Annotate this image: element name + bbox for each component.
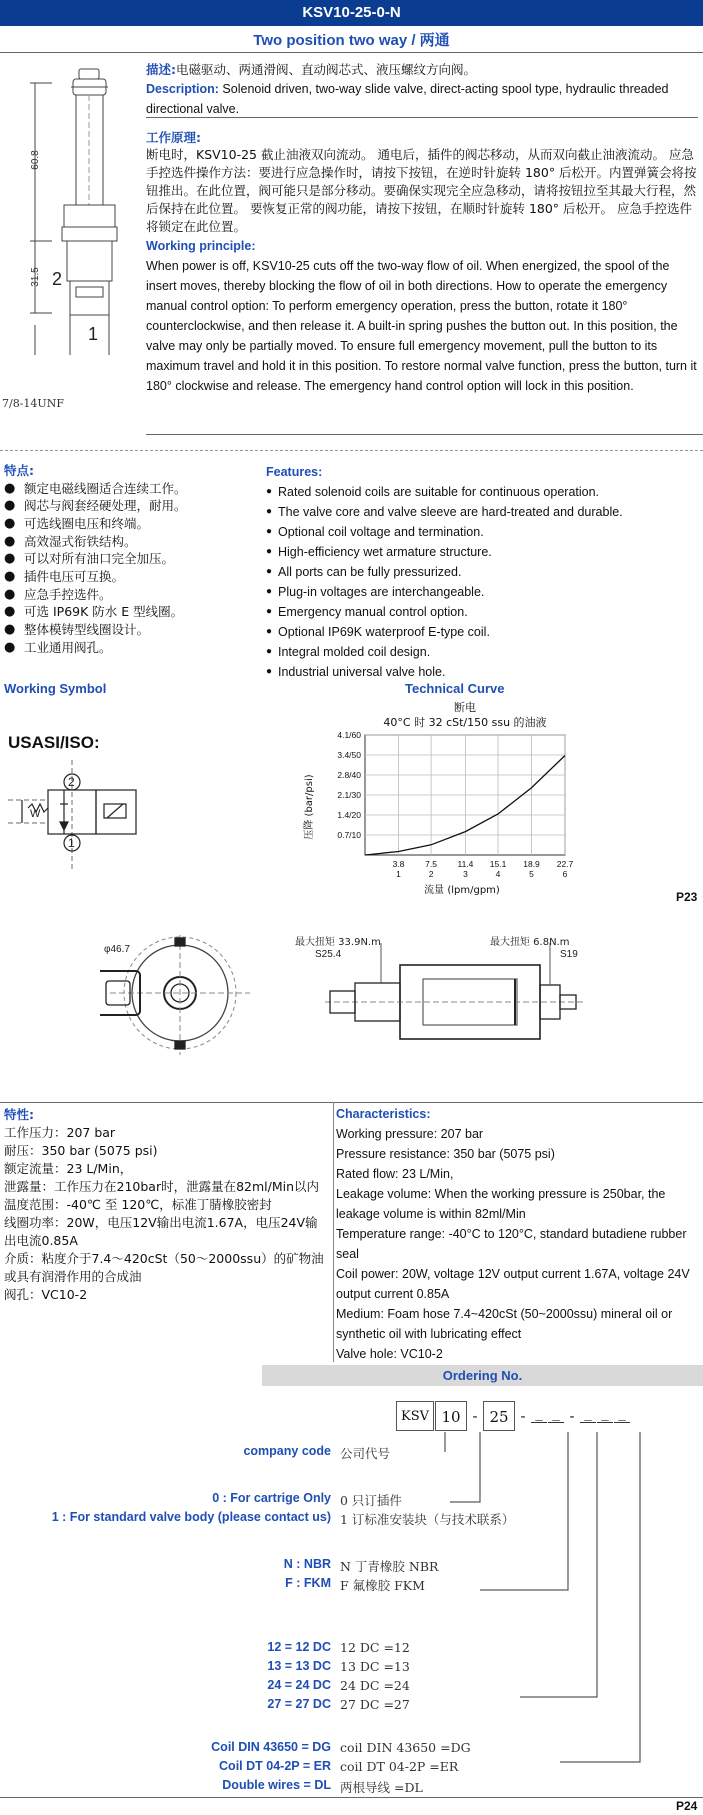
pressure-drop-curve [365,756,565,856]
code-segment: 25 [483,1401,515,1431]
code-segment: _ [614,1401,630,1423]
feature-cn-item: ● 工业通用阀孔。 [4,639,259,657]
code-segment: _ [548,1401,564,1423]
model-title: KSV10-25-0-N [0,0,703,26]
chart-xtick-lpm: 7.5 [425,859,437,869]
symbol-coil-label: W [30,808,41,820]
feature-en-item: ● Emergency manual control option. [266,602,703,622]
coil-diameter-label: φ46.7 [104,944,130,955]
ordering-option-label: company code [243,1444,331,1458]
feature-en-item: ● Rated solenoid coils are suitable for continuous operation. [266,482,703,502]
wrench-1-label: S25.4 [315,949,342,960]
chart-xtick-gpm: 1 [396,869,401,879]
spec-en-line: Medium: Foam hose 7.4~420cSt (50~2000ssu) mineral oil or synthetic oil with lubricating effect [336,1307,673,1341]
feature-cn-item: ● 可以对所有油口完全加压。 [4,550,259,568]
ordering-option-label: Coil DT 04-2P = ER [219,1759,331,1773]
feature-cn-item: ● 高效湿式衔铁结构。 [4,533,259,551]
specs-cn [4,1106,329,1304]
feature-cn-item: ● 额定电磁线圈适合连续工作。 [4,480,259,498]
principle-cn-title: 工作原理: [146,129,201,145]
chart-ylabel: 压降 (bar/psi) [304,774,315,840]
ordering-option-label: 12 = 12 DC [267,1640,331,1654]
spec-en-line: Valve hole: VC10-2 [336,1347,443,1361]
ordering-option-label: 27 = 27 DC [267,1697,331,1711]
code-segment: - [569,1407,575,1425]
chart-xtick-gpm: 6 [562,869,568,879]
ordering-title: Ordering No. [262,1365,703,1386]
ordering-option-label: N : NBR [283,1557,331,1571]
feature-cn-item: ● 应急手控选件。 [4,586,259,604]
chart-xtick-gpm: 4 [495,869,501,879]
code-segment: 10 [435,1401,467,1431]
symbol-port-1: 1 [68,836,75,850]
ordering-option-label: 1 : For standard valve body (please contact us) [51,1510,331,1524]
symbol-standard: USASI/ISO: [8,733,100,752]
ordering-option-cn: coil DT 04-2P =ER [340,1759,459,1774]
features-en [266,462,703,682]
ordering-option-cn: 0 只订插件 [340,1493,402,1508]
dim-60-label: 60.8 [30,150,41,170]
features-cn [4,462,259,657]
ordering-option-cn: 1 订标准安装块（与技术联系） [340,1512,515,1527]
spec-cn-line: 工作压力：207 bar [4,1124,116,1140]
spec-cn-line: 温度范围：-40℃ 至 120℃，标准丁腈橡胶密封 [4,1196,272,1212]
code-segment: _ [597,1401,613,1423]
technical-curve-title: Technical Curve [405,681,505,696]
chart-subtitle: 40°C 时 32 cSt/150 ssu 的油液 [383,716,547,729]
feature-en-item: ● High-efficiency wet armature structure. [266,542,703,562]
ordering-option-label: 0 : For cartrige Only [212,1491,331,1505]
ordering-option-cn: 27 DC =27 [340,1697,410,1712]
feature-cn-item: ● 可选线圈电压和终端。 [4,515,259,533]
chart-ytick-label: 4.1/60 [337,730,361,740]
spec-en-line: Pressure resistance: 350 bar (5075 psi) [336,1147,555,1161]
code-segment: _ [531,1401,547,1423]
description-cn: 描述:电磁驱动、两通滑阀、直动阀芯式、液压螺纹方向阀。 [146,62,477,77]
thread-label: 7/8-14UNF [2,397,64,410]
specs-cn-lines [4,1124,329,1304]
chart-title: 断电 [454,701,476,714]
principle-en: When power is off, KSV10-25 cuts off the two-way flow of oil. When energized, the spool of the insert moves, thereby blocking the flow of oil in both directions. How to operate the emergency manual control option: To perform emergency operation, press the button, rotate it 180° counterclockwise, and then release it. A built-in spring pushes the button out. In this position, the valve may only be partially moved. To ensure full emergency movement, pull the button to its maximum travel and hold it in this position. To restore normal valve function, press the button, turn it 180° clockwise and release. The emergency hand control option will lock in this position. [146,259,697,393]
torque-1-label: 最大扭矩 33.9N.m [295,937,381,948]
code-segment: - [472,1407,478,1425]
chart-xtick-gpm: 5 [529,869,534,879]
subtitle: Two position two way / 两通 [253,32,450,49]
feature-cn-item: ● 整体模铸型线圈设计。 [4,621,259,639]
page-number-23: P23 [676,890,698,904]
chart-xtick-lpm: 22.7 [556,859,574,869]
code-segment: KSV [396,1401,434,1431]
ordering-option-label: Coil DIN 43650 = DG [211,1740,331,1754]
spec-en-line: Temperature range: -40°C to 120°C, standard butadiene rubber seal [336,1227,687,1261]
features-en-list [266,482,703,682]
coil-side-view [285,935,615,1075]
ordering-option-label: Double wires = DL [222,1778,331,1792]
chart-xtick-gpm: 3 [463,869,468,879]
specs-en-title: Characteristics: [336,1107,431,1121]
chart-xlabel: 流量 (lpm/gpm) [424,885,500,896]
feature-en-item: ● Optional IP69K waterproof E-type coil. [266,622,703,642]
spec-cn-line: 介质：粘度介于7.4～420cSt（50～2000ssu）的矿物油或具有润滑作用的合成油 [4,1250,324,1284]
ordering-option-cn: F 氟橡胶 FKM [340,1578,425,1593]
feature-en-item: ● Industrial universal valve hole. [266,662,703,682]
ordering-option-cn: 两根导线 =DL [340,1780,423,1795]
features-cn-title: 特点: [4,463,34,478]
dim-31-label: 31.5 [30,267,41,287]
valve-drawing [0,55,140,430]
chart-xtick-lpm: 18.9 [523,859,540,869]
principle-en-title: Working principle: [146,239,256,253]
feature-en-item: ● Plug-in voltages are interchangeable. [266,582,703,602]
chart-xtick-lpm: 3.8 [392,859,405,869]
spec-cn-line: 线圈功率：20W，电压12V输出电流1.67A，电压24V输出电流0.85A [4,1214,318,1248]
feature-en-item: ● All ports can be fully pressurized. [266,562,703,582]
coil-top-view [100,935,260,1075]
page-number-24: P24 [676,1799,698,1813]
chart-xtick-lpm: 11.4 [457,859,474,869]
feature-en-item: ● The valve core and valve sleeve are hard-treated and durable. [266,502,703,522]
technical-curve-chart [300,697,600,897]
ordering-option-cn: 12 DC =12 [340,1640,410,1655]
spec-en-line: Coil power: 20W, voltage 12V output current 1.67A, voltage 24V output current 0.85A [336,1267,690,1301]
description-en: Description: Solenoid driven, two-way slide valve, direct-acting spool type, hydraulic threaded directional valve. [146,81,669,116]
chart-xtick-lpm: 15.1 [489,859,507,869]
principle-cn: 断电时，KSV10-25 截止油液双向流动。 通电后，插件的阀芯移动，从而双向截止油液流动。 应急手控选件操作方法：要进行应急操作时，请按下按钮，在逆时针旋转 180° 后松开。内置弹簧会将按钮推出。在此位置，阀可能只是部分移动。要确保实现完全应急移动，请将按钮拉至其最大行程，然后保持在此位置。 要恢复正常的阀功能，请按下按钮，在顺时针旋转 180° 后松开。 应急手控选件将锁定在此位置。 [146,147,697,234]
feature-en-item: ● Optional coil voltage and termination. [266,522,703,542]
spec-cn-line: 耐压：350 bar (5075 psi) [4,1142,158,1158]
ordering-option-cn: 公司代号 [340,1446,391,1461]
working-symbol-title: Working Symbol [4,681,107,696]
ordering-option-cn: 24 DC =24 [340,1678,410,1693]
divider [0,52,703,53]
ordering-leader-lines [330,1432,670,1777]
spec-cn-line: 泄露量：工作压力在210bar时，泄露量在82ml/Min以内 [4,1178,320,1194]
torque-2-label: 最大扭矩 6.8N.m [490,937,570,948]
chart-ytick-label: 3.4/50 [337,750,361,760]
port-2-label: 2 [52,269,63,289]
specs-en-lines [336,1124,701,1364]
spec-en-line: Leakage volume: When the working pressure is 250bar, the leakage volume is within 82ml/Min [336,1187,666,1221]
spec-cn-line: 额定流量：23 L/Min， [4,1160,133,1176]
feature-cn-item: ● 阀芯与阀套经硬处理，耐用。 [4,497,259,515]
spec-cn-line: 阀孔：VC10-2 [4,1286,88,1302]
code-segment: - [520,1407,526,1425]
specs-cn-title: 特性: [4,1107,34,1122]
hydraulic-symbol [8,760,148,870]
feature-cn-item: ● 可选 IP69K 防水 E 型线圈。 [4,603,259,621]
ordering-option-cn: coil DIN 43650 =DG [340,1740,471,1755]
chart-ytick-label: 0.7/10 [337,830,361,840]
symbol-port-2: 2 [68,775,75,789]
feature-en-item: ● Integral molded coil design. [266,642,703,662]
chart-ytick-label: 2.8/40 [337,770,361,780]
spec-en-line: Working pressure: 207 bar [336,1127,484,1141]
chart-xtick-gpm: 2 [428,869,434,879]
specs-en [336,1104,701,1364]
spec-en-line: Rated flow: 23 L/Min, [336,1167,454,1181]
feature-cn-item: ● 插件电压可互换。 [4,568,259,586]
intro-section [146,61,698,396]
ordering-option-cn: N 丁青橡胶 NBR [340,1559,439,1574]
ordering-option-cn: 13 DC =13 [340,1659,410,1674]
ordering-option-label: F : FKM [285,1576,331,1590]
ordering-option-label: 24 = 24 DC [267,1678,331,1692]
code-segment: _ [580,1401,596,1423]
features-en-title: Features: [266,465,323,479]
chart-ytick-label: 2.1/30 [337,790,361,800]
features-cn-list [4,480,259,657]
port-1-label: 1 [88,324,99,344]
wrench-2-label: S19 [560,949,578,960]
chart-ytick-label: 1.4/20 [337,810,361,820]
ordering-option-label: 13 = 13 DC [267,1659,331,1673]
